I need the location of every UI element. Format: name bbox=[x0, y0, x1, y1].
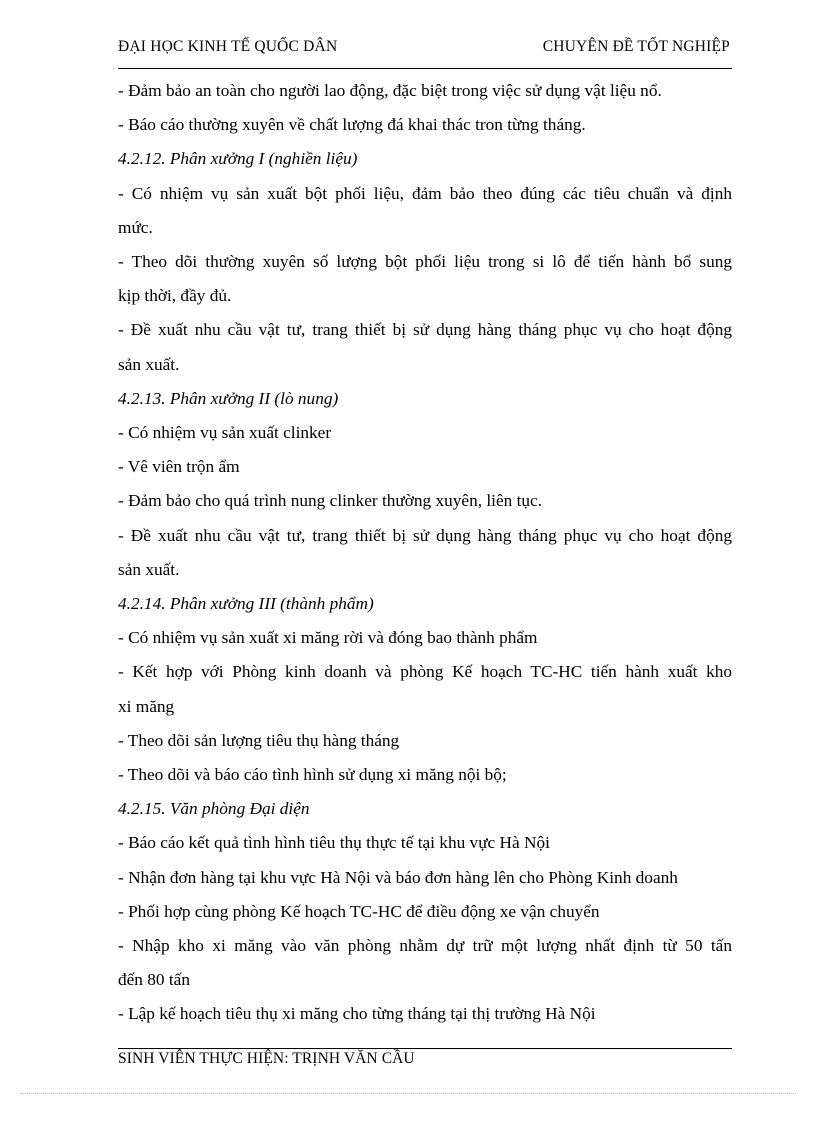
header-document-type: CHUYÊN ĐỀ TỐT NGHIỆP bbox=[542, 38, 730, 55]
section-heading: 4.2.15. Văn phòng Đại diện bbox=[118, 799, 310, 819]
body-line: - Kết hợp với Phòng kinh doanh và phòng Kế hoạch TC-HC tiến hành xuất kho bbox=[118, 662, 732, 682]
body-line: sản xuất. bbox=[118, 559, 180, 579]
body-line: kịp thời, đầy đủ. bbox=[118, 286, 232, 306]
section-heading: 4.2.14. Phân xưởng III (thành phẩm) bbox=[118, 594, 374, 614]
body-line: - Có nhiệm vụ sản xuất clinker bbox=[118, 423, 332, 443]
body-line: sản xuất. bbox=[118, 354, 180, 374]
section-heading: 4.2.13. Phân xưởng II (lò nung) bbox=[118, 388, 339, 408]
body-line: đến 80 tấn bbox=[118, 970, 190, 990]
header-rule bbox=[118, 68, 732, 69]
body-line: - Đề xuất nhu cầu vật tư, trang thiết bị sử dụng hàng tháng phục vụ cho hoạt động bbox=[118, 320, 732, 340]
body-line: - Vê viên trộn ẩm bbox=[118, 457, 240, 477]
footer-rule bbox=[118, 1048, 732, 1049]
body-line: - Nhận đơn hàng tại khu vực Hà Nội và báo đơn hàng lên cho Phòng Kinh doanh bbox=[118, 867, 678, 887]
body-line: - Theo dõi thường xuyên số lượng bột phối liệu trong si lô để tiến hành bổ sung bbox=[118, 252, 732, 272]
body-line: - Đảm bảo cho quá trình nung clinker thường xuyên, liên tục. bbox=[118, 491, 543, 511]
body-line: - Có nhiệm vụ sản xuất bột phối liệu, đảm bảo theo đúng các tiêu chuẩn và định bbox=[118, 183, 732, 203]
body-line: - Theo dõi sản lượng tiêu thụ hàng tháng bbox=[118, 730, 400, 750]
page-header bbox=[118, 38, 732, 62]
page-edge-dotted-line bbox=[20, 1093, 796, 1094]
section-heading: 4.2.12. Phân xưởng I (nghiền liệu) bbox=[118, 149, 358, 169]
body-line: - Lập kế hoạch tiêu thụ xi măng cho từng tháng tại thị trường Hà Nội bbox=[118, 1004, 596, 1024]
document-body bbox=[118, 74, 732, 1032]
body-line: xi măng bbox=[118, 696, 175, 716]
body-line: - Nhập kho xi măng vào văn phòng nhằm dự trữ một lượng nhất định từ 50 tấn bbox=[118, 936, 732, 956]
body-line: - Phối hợp cùng phòng Kế hoạch TC-HC để điều động xe vận chuyển bbox=[118, 901, 600, 921]
body-line: - Báo cáo kết quả tình hình tiêu thụ thực tế tại khu vực Hà Nội bbox=[118, 833, 550, 853]
body-line: - Theo dõi và báo cáo tình hình sử dụng xi măng nội bộ; bbox=[118, 765, 507, 785]
body-line: - Có nhiệm vụ sản xuất xi măng rời và đóng bao thành phẩm bbox=[118, 628, 538, 648]
page-footer: SINH VIÊN THỰC HIỆN: TRỊNH VĂN CẦU bbox=[118, 1050, 415, 1067]
header-university: ĐẠI HỌC KINH TẾ QUỐC DÂN bbox=[118, 38, 338, 55]
body-line: - Báo cáo thường xuyên về chất lượng đá khai thác tron từng tháng. bbox=[118, 115, 586, 135]
body-line: mức. bbox=[118, 217, 153, 237]
body-line: - Đề xuất nhu cầu vật tư, trang thiết bị sử dụng hàng tháng phục vụ cho hoạt động bbox=[118, 525, 732, 545]
body-line: - Đảm bảo an toàn cho người lao động, đặc biệt trong việc sử dụng vật liệu nổ. bbox=[118, 81, 662, 100]
